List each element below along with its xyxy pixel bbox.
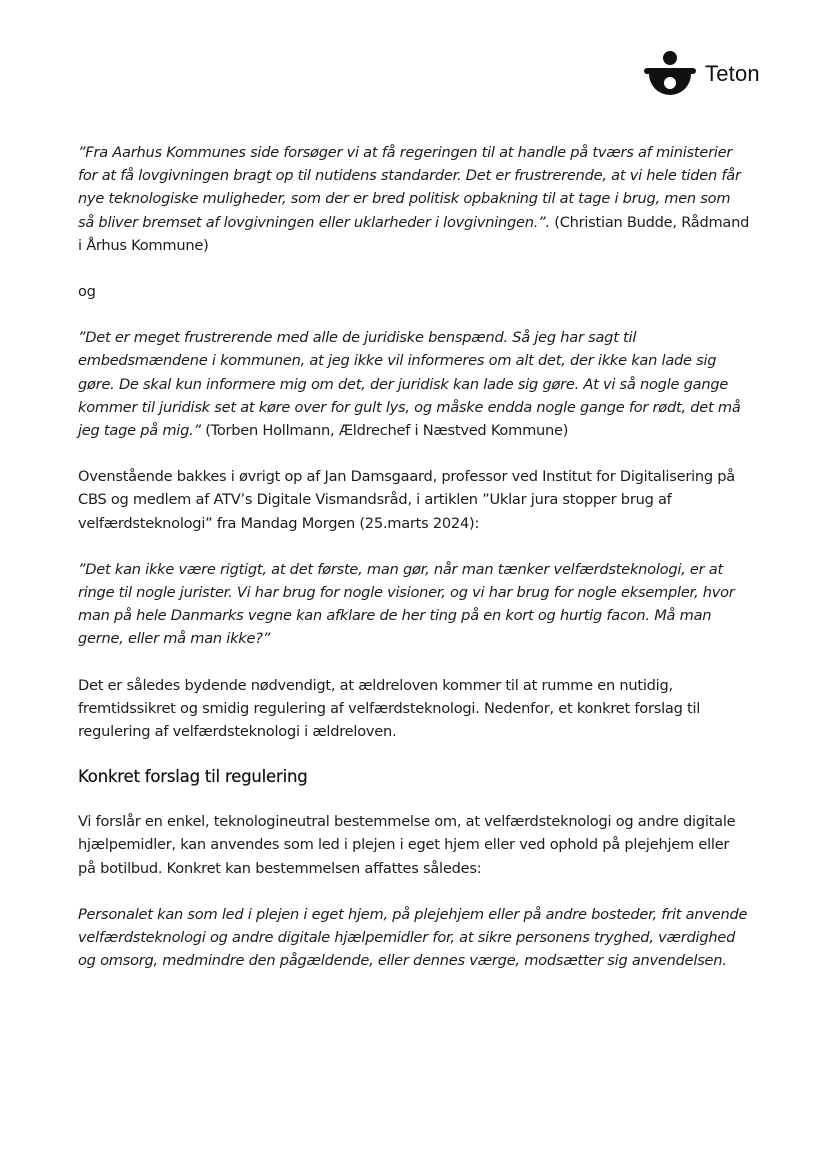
quote-hollmann [78,326,750,442]
section-heading: Konkret forslag til regulering [78,767,308,787]
quote-hollmann-source: (Torben Hollmann, Ældrechef i Næstved Kommune) [200,422,569,440]
quote-hollmann-text: ”Det er meget frustrerende med alle de juridiske benspænd. Så jeg har sagt til embedsmændene i kommunen, at jeg ikke vil informeres om alt det, der ikke kan lade sig gøre. De skal kun informere mig om det, der juridisk kan lade sig gøre. At vi så nogle gange kommer til juridisk set at køre over for gult lys, og måske endda nogle gange for rødt, det må jeg tage på mig.” [78,329,741,440]
logo-text: Teton [705,61,760,86]
provision-text: Personalet kan som led i plejen i eget hjem, på plejehjem eller på andre bosteder, frit anvende velfærdsteknologi og andre digitale hjælpemidler for, at sikre personens tryghed, værdighed og omsorg, medmindre den pågældende, eller dennes værge, modsætter sig anvendelsen. [78,905,748,970]
quote-damsgaard: ”Det kan ikke være rigtigt, at det første, man gør, når man tænker velfærdsteknologi, er at ringe til nogle jurister. Vi har brug for nogle visioner, og vi har brug for nogle eksempler, hvor man på hele Danmarks vegne kan afklare de her ting på en kort og hurtig facon. Må man gerne, eller må man ikke?” [78,560,735,648]
conclusion-paragraph: Det er således bydende nødvendigt, at ældreloven kommer til at rumme en nutidig, fremtidssikret og smidig regulering af velfærdsteknologi. Nedenfor, et konkret forslag til regulering af velfærdsteknologi i ældreloven. [78,676,701,741]
teton-logo-icon [644,50,696,98]
intro-paragraph: Ovenstående bakkes i øvrigt op af Jan Damsgaard, professor ved Institut for Digitalisering på CBS og medlem af ATV’s Digitale Vismandsråd, i artiklen ”Uklar jura stopper brug af velfærdsteknologi” fra Mandag Morgen (25.marts 2024): [78,468,735,532]
quote-budde [78,141,750,257]
connector-og: og [78,283,96,301]
proposal-paragraph: Vi forslår en enkel, teknologineutral bestemmelse om, at velfærdsteknologi og andre digitale hjælpemidler, kan anvendes som led i plejen i eget hjem eller ved ophold på plejehjem eller på botilbud. Konkret kan bestemmelsen affattes således: [78,813,736,877]
teton-logo [644,50,760,98]
document-body [78,141,750,972]
quote-budde-source: (Christian Budde, Rådmand i Århus Kommune) [78,213,750,254]
quote-budde-text: ”Fra Aarhus Kommunes side forsøger vi at få regeringen til at handle på tværs af ministerier for at få lovgivningen bragt op til nutidens standarder. Det er frustrerende, at vi hele tiden får nye teknologiske muligheder, som der er bred politisk opbakning til at tage i brug, men som så bliver bremset af lovgivningen eller uklarheder i lovgivningen.”. [78,144,741,231]
